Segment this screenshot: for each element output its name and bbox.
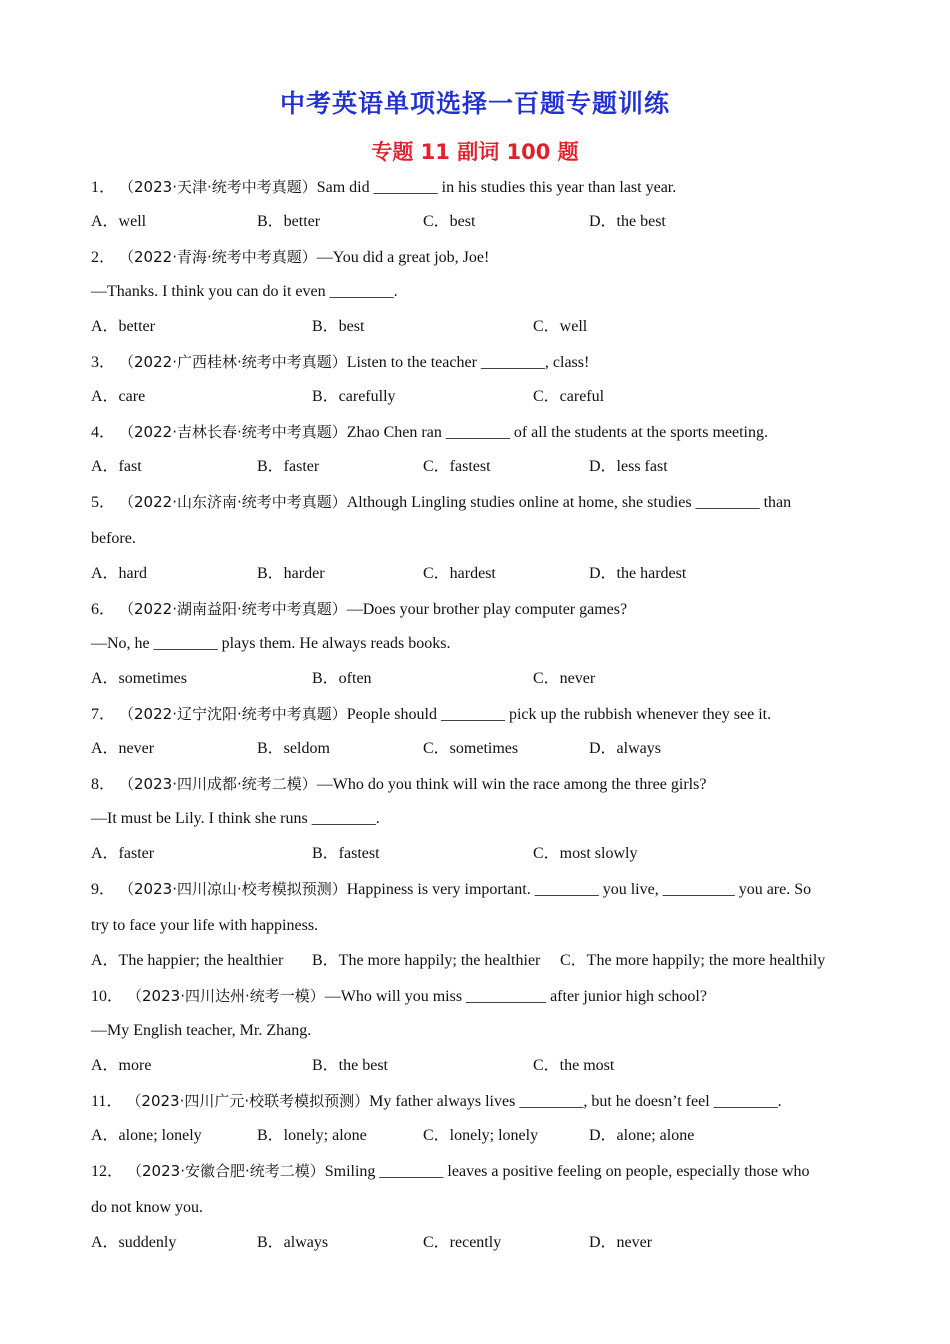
option-a: A．hard <box>91 565 147 582</box>
option-a: A．sometimes <box>91 670 187 687</box>
option-c: C．careful <box>533 388 605 405</box>
question-5 <box>91 492 791 513</box>
question-source: （2022·辽宁沈阳·统考中考真题） <box>119 705 347 723</box>
question-continuation: —My English teacher, Mr. Zhang. <box>91 1022 312 1039</box>
question-number: 5． <box>91 494 120 511</box>
option-d: D．the best <box>589 213 666 230</box>
option-c: C．The more happily; the more healthily <box>560 952 826 969</box>
option-b: B．fastest <box>312 845 380 862</box>
question-number: 3． <box>91 354 120 371</box>
question-stem: Happiness is very important. ________ you live, _________ you are. So <box>346 881 812 898</box>
option-a: A．The happier; the healthier <box>91 952 284 969</box>
question-11 <box>91 1091 782 1112</box>
option-d: D．less fast <box>589 458 668 475</box>
question-number: 7． <box>91 706 120 723</box>
option-b: B．the best <box>312 1057 388 1074</box>
option-b: B．often <box>312 670 372 687</box>
question-stem: Sam did ________ in his studies this year than last year. <box>316 179 677 196</box>
page-title: 中考英语单项选择一百题专题训练 <box>279 89 670 118</box>
question-source: （2023·四川广元·校联考模拟预测） <box>126 1092 370 1110</box>
option-b: B．seldom <box>257 740 330 757</box>
question-6 <box>91 599 627 620</box>
option-a: A．never <box>91 740 155 757</box>
question-number: 6． <box>91 601 120 618</box>
question-source: （2022·湖南益阳·统考中考真题） <box>119 600 347 618</box>
question-7 <box>91 704 771 725</box>
option-c: C．sometimes <box>423 740 519 757</box>
question-number: 10． <box>91 988 128 1005</box>
option-a: A．better <box>91 318 155 335</box>
question-source: （2022·山东济南·统考中考真题） <box>119 493 347 511</box>
option-c: C．most slowly <box>533 845 638 862</box>
question-source: （2023·四川达州·统考一模） <box>127 987 325 1005</box>
question-continuation: —Thanks. I think you can do it even ________. <box>91 283 398 300</box>
question-stem: Although Lingling studies online at home, she studies ________ than <box>346 494 792 511</box>
option-b: B．always <box>257 1234 329 1251</box>
question-8 <box>91 774 706 795</box>
option-b: B．lonely; alone <box>257 1127 367 1144</box>
question-continuation: try to face your life with happiness. <box>91 917 319 934</box>
option-d: D．never <box>589 1234 653 1251</box>
question-number: 12． <box>91 1163 128 1180</box>
question-continuation: —It must be Lily. I think she runs ________. <box>91 810 380 827</box>
question-stem: —Does your brother play computer games? <box>346 601 628 618</box>
option-b: B．The more happily; the healthier <box>312 952 541 969</box>
option-a: A．faster <box>91 845 155 862</box>
question-4 <box>91 422 768 443</box>
question-source: （2023·天津·统考中考真题） <box>119 178 317 196</box>
question-stem: Smiling ________ leaves a positive feeling on people, especially those who <box>324 1163 810 1180</box>
option-b: B．faster <box>257 458 320 475</box>
option-b: B．carefully <box>312 388 396 405</box>
question-number: 2． <box>91 249 120 266</box>
option-b: B．best <box>312 318 365 335</box>
question-2 <box>91 247 489 268</box>
question-stem: Zhao Chen ran ________ of all the students at the sports meeting. <box>346 424 768 441</box>
question-stem: —You did a great job, Joe! <box>316 249 490 266</box>
question-stem: —Who do you think will win the race among the three girls? <box>316 776 707 793</box>
option-d: D．always <box>589 740 661 757</box>
option-b: B．better <box>257 213 321 230</box>
question-number: 8． <box>91 776 120 793</box>
question-continuation: do not know you. <box>91 1199 203 1216</box>
option-a: A．care <box>91 388 146 405</box>
option-a: A．suddenly <box>91 1234 177 1251</box>
question-12 <box>91 1161 810 1182</box>
question-stem: —Who will you miss __________ after junior high school? <box>324 988 707 1005</box>
question-10 <box>91 986 707 1007</box>
question-source: （2022·吉林长春·统考中考真题） <box>119 423 347 441</box>
question-stem: My father always lives ________, but he doesn’t feel ________. <box>369 1093 782 1110</box>
question-number: 4． <box>91 424 120 441</box>
option-a: A．alone; lonely <box>91 1127 202 1144</box>
option-a: A．more <box>91 1057 152 1074</box>
question-stem: People should ________ pick up the rubbish whenever they see it. <box>346 706 772 723</box>
option-c: C．never <box>533 670 596 687</box>
question-number: 9． <box>91 881 120 898</box>
option-c: C．hardest <box>423 565 496 582</box>
question-9 <box>91 879 811 900</box>
question-source: （2023·安徽合肥·统考二模） <box>127 1162 325 1180</box>
question-number: 11． <box>91 1093 127 1110</box>
option-c: C．fastest <box>423 458 491 475</box>
question-source: （2022·广西桂林·统考中考真题） <box>119 353 347 371</box>
question-continuation: —No, he ________ plays them. He always reads books. <box>91 635 451 652</box>
option-a: A．well <box>91 213 147 230</box>
option-b: B．harder <box>257 565 325 582</box>
question-continuation: before. <box>91 530 136 547</box>
question-number: 1． <box>91 179 120 196</box>
option-c: C．lonely; lonely <box>423 1127 539 1144</box>
question-source: （2023·四川凉山·校考模拟预测） <box>119 880 347 898</box>
option-d: D．alone; alone <box>589 1127 695 1144</box>
option-d: D．the hardest <box>589 565 687 582</box>
page-subtitle: 专题 11 副词 100 题 <box>371 140 579 164</box>
option-c: C．best <box>423 213 476 230</box>
option-c: C．the most <box>533 1057 615 1074</box>
option-c: C．recently <box>423 1234 502 1251</box>
option-a: A．fast <box>91 458 142 475</box>
question-source: （2023·四川成都·统考二模） <box>119 775 317 793</box>
question-source: （2022·青海·统考中考真题） <box>119 248 317 266</box>
question-stem: Listen to the teacher ________, class! <box>346 354 590 371</box>
question-3 <box>91 352 589 373</box>
option-c: C．well <box>533 318 588 335</box>
question-1 <box>91 177 676 198</box>
